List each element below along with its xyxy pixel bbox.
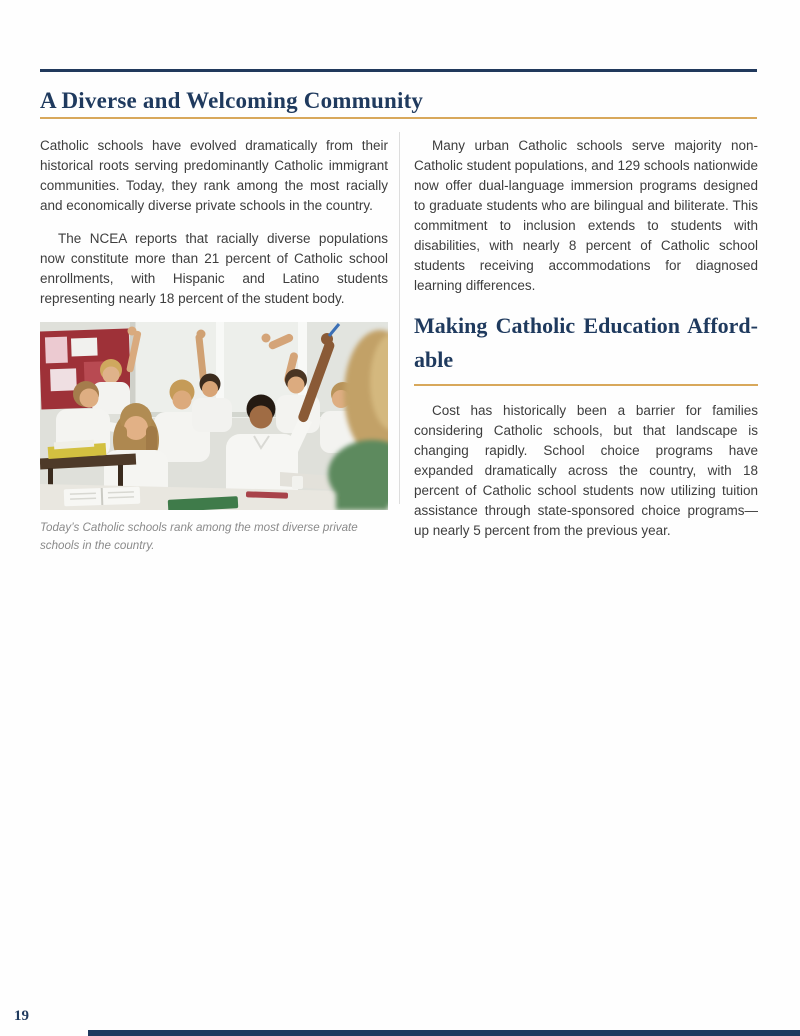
page-title: A Diverse and Welcoming Community bbox=[40, 88, 424, 113]
body-paragraph: Catholic schools have evolved dramatically from their historical roots serving predominantly Catholic immigrant communities. Today, they rank among the most racially and economically diverse private schools in the country. bbox=[40, 138, 388, 213]
two-column-layout bbox=[40, 136, 758, 555]
classroom-photo bbox=[40, 322, 388, 510]
section-title-line2: able bbox=[414, 347, 454, 372]
body-paragraph: The NCEA reports that racially diverse populations now constitute more than 21 percent of Catholic school enrollments, with Hispanic and Latino students representing nearly 18 percent of the student body. bbox=[40, 231, 388, 306]
top-rule bbox=[40, 69, 757, 72]
footer-bar bbox=[88, 1030, 800, 1036]
gold-divider-rule bbox=[40, 117, 757, 119]
right-column bbox=[414, 136, 758, 555]
body-paragraph: Many urban Catholic schools serve majority non-Catholic student populations, and 129 schools nationwide now offer dual-language immersion programs designed to graduate students who are bilingual and biliterate. This commitment to inclusion extends to students with disabilities, with nearly 8 percent of Catholic school students receiving accommodations for diagnosed learning differences. bbox=[414, 138, 758, 293]
page-number: 19 bbox=[14, 1008, 29, 1024]
column-divider bbox=[399, 132, 400, 504]
gold-divider-rule bbox=[414, 384, 758, 386]
photo-caption: Today’s Catholic schools rank among the most diverse private schools in the country. bbox=[40, 521, 358, 552]
section-title-affordable bbox=[414, 309, 758, 377]
section-title-line1: Making Catholic Education Afford- bbox=[414, 313, 758, 338]
body-paragraph: Cost has historically been a barrier for families considering Catholic schools, but that landscape is changing rapidly. School choice programs have expanded dramatically across the country, with 18 percent of Catholic school students now utilizing tuition assistance through state-sponsored choice programs—up nearly 5 percent from the previous year. bbox=[414, 403, 758, 538]
classroom-photo-figure bbox=[40, 322, 388, 555]
left-column bbox=[40, 136, 388, 555]
